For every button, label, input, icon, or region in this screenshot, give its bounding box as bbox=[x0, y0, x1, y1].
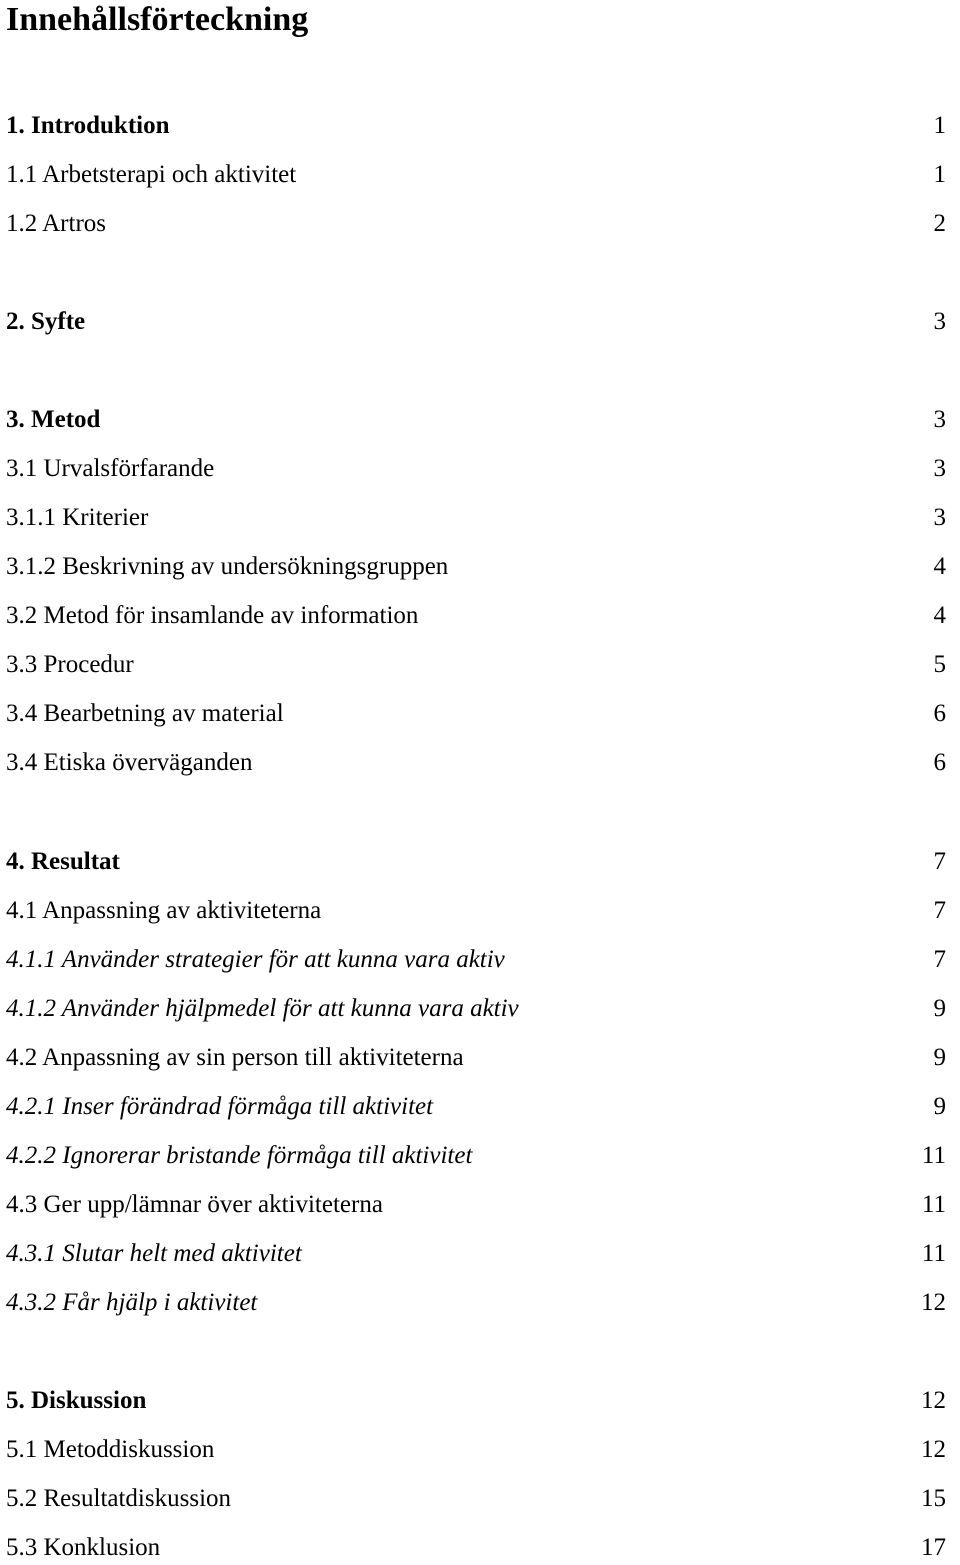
toc-entry[interactable] bbox=[6, 894, 960, 928]
toc-entry[interactable] bbox=[6, 1090, 960, 1124]
toc-entry-page-number: 12 bbox=[921, 1436, 946, 1463]
toc-entry-page-number: 17 bbox=[921, 1534, 946, 1561]
toc-entry-label: 3.4 Bearbetning av material bbox=[6, 700, 284, 727]
toc-entry-page-number: 9 bbox=[933, 995, 946, 1022]
toc-entry-label: 5.1 Metoddiskussion bbox=[6, 1436, 215, 1463]
toc-entry-page-number: 7 bbox=[933, 946, 946, 973]
toc-entry[interactable] bbox=[6, 599, 960, 633]
toc-entry-page-number: 2 bbox=[933, 210, 946, 237]
toc-entry-label: 3.3 Procedur bbox=[6, 651, 134, 678]
toc-entry[interactable] bbox=[6, 845, 960, 879]
toc-entry-label: 4.2.2 Ignorerar bristande förmåga till aktivitet bbox=[6, 1142, 473, 1169]
toc-entry-label: 2. Syfte bbox=[6, 308, 86, 335]
toc-entry[interactable] bbox=[6, 648, 960, 682]
toc-entry-page-number: 12 bbox=[921, 1289, 946, 1316]
toc-entry[interactable] bbox=[6, 1433, 960, 1467]
toc-entry-label: 4.3.1 Slutar helt med aktivitet bbox=[6, 1240, 302, 1267]
toc-entry[interactable] bbox=[6, 158, 960, 192]
toc-entry[interactable] bbox=[6, 1139, 960, 1173]
toc-entry-page-number: 5 bbox=[933, 651, 946, 678]
toc-entry-label: 4.2 Anpassning av sin person till aktiviteterna bbox=[6, 1044, 464, 1071]
toc-entry[interactable] bbox=[6, 305, 960, 339]
toc-entry-label: 1. Introduktion bbox=[6, 112, 170, 139]
toc-entry[interactable] bbox=[6, 697, 960, 731]
toc-entry-page-number: 9 bbox=[933, 1093, 946, 1120]
toc-entry-page-number: 11 bbox=[921, 1142, 946, 1169]
toc-entry-page-number: 3 bbox=[933, 406, 946, 433]
toc-entry-page-number: 7 bbox=[933, 897, 946, 924]
toc-entry-label: 5.3 Konklusion bbox=[6, 1534, 161, 1561]
toc-entry-label: 4.1 Anpassning av aktiviteterna bbox=[6, 897, 322, 924]
toc-entry-label: 4.1.2 Använder hjälpmedel för att kunna vara aktiv bbox=[6, 995, 519, 1022]
toc-entry-page-number: 1 bbox=[933, 112, 946, 139]
toc-entry-label: 3. Metod bbox=[6, 406, 101, 433]
toc-entry-label: 1.2 Artros bbox=[6, 210, 106, 237]
toc-entry-label: 3.1.2 Beskrivning av undersökningsgruppen bbox=[6, 553, 449, 580]
toc-entry-label: 3.1 Urvalsförfarande bbox=[6, 455, 215, 482]
toc-entry[interactable] bbox=[6, 501, 960, 535]
toc-entry[interactable] bbox=[6, 746, 960, 780]
toc-entry[interactable] bbox=[6, 550, 960, 584]
toc-entry[interactable] bbox=[6, 207, 960, 241]
toc-entry-page-number: 6 bbox=[933, 749, 946, 776]
toc-entry[interactable] bbox=[6, 1188, 960, 1222]
toc-entry[interactable] bbox=[6, 1384, 960, 1418]
toc-entry-page-number: 3 bbox=[933, 504, 946, 531]
toc-entry-page-number: 6 bbox=[933, 700, 946, 727]
toc-entry[interactable] bbox=[6, 943, 960, 977]
toc-entry-page-number: 12 bbox=[921, 1387, 946, 1414]
toc-entry-page-number: 4 bbox=[933, 602, 946, 629]
toc-entry[interactable] bbox=[6, 452, 960, 486]
toc-title: Innehållsförteckning bbox=[6, 1, 309, 38]
toc-entry-page-number: 1 bbox=[933, 161, 946, 188]
toc-entry[interactable] bbox=[6, 1237, 960, 1271]
toc-entry-page-number: 3 bbox=[933, 308, 946, 335]
toc-entry[interactable] bbox=[6, 1482, 960, 1516]
toc-entry[interactable] bbox=[6, 403, 960, 437]
toc-entry-label: 4.2.1 Inser förändrad förmåga till aktivitet bbox=[6, 1093, 434, 1120]
toc-entry-label: 1.1 Arbetsterapi och aktivitet bbox=[6, 161, 297, 188]
toc-entry-label: 3.1.1 Kriterier bbox=[6, 504, 149, 531]
toc-entry-label: 4. Resultat bbox=[6, 848, 120, 875]
toc-entry[interactable] bbox=[6, 1531, 960, 1565]
toc-entry-page-number: 3 bbox=[933, 455, 946, 482]
toc-entry-label: 4.1.1 Använder strategier för att kunna vara aktiv bbox=[6, 946, 505, 973]
toc-entry-page-number: 11 bbox=[921, 1240, 946, 1267]
toc-entry-page-number: 15 bbox=[921, 1485, 946, 1512]
toc-entry[interactable] bbox=[6, 992, 960, 1026]
toc-entry-page-number: 7 bbox=[933, 848, 946, 875]
toc-entry-page-number: 4 bbox=[933, 553, 946, 580]
toc-entry[interactable] bbox=[6, 1041, 960, 1075]
toc-entry-page-number: 11 bbox=[921, 1191, 946, 1218]
toc-entry-label: 5. Diskussion bbox=[6, 1387, 147, 1414]
toc-entry-label: 4.3.2 Får hjälp i aktivitet bbox=[6, 1289, 258, 1316]
toc-entry-label: 4.3 Ger upp/lämnar över aktiviteterna bbox=[6, 1191, 383, 1218]
toc-entry-label: 3.4 Etiska överväganden bbox=[6, 749, 253, 776]
toc-entry-label: 3.2 Metod för insamlande av information bbox=[6, 602, 419, 629]
toc-entry-label: 5.2 Resultatdiskussion bbox=[6, 1485, 232, 1512]
toc-entry[interactable] bbox=[6, 109, 960, 143]
toc-entry-page-number: 9 bbox=[933, 1044, 946, 1071]
toc-entry[interactable] bbox=[6, 1286, 960, 1320]
